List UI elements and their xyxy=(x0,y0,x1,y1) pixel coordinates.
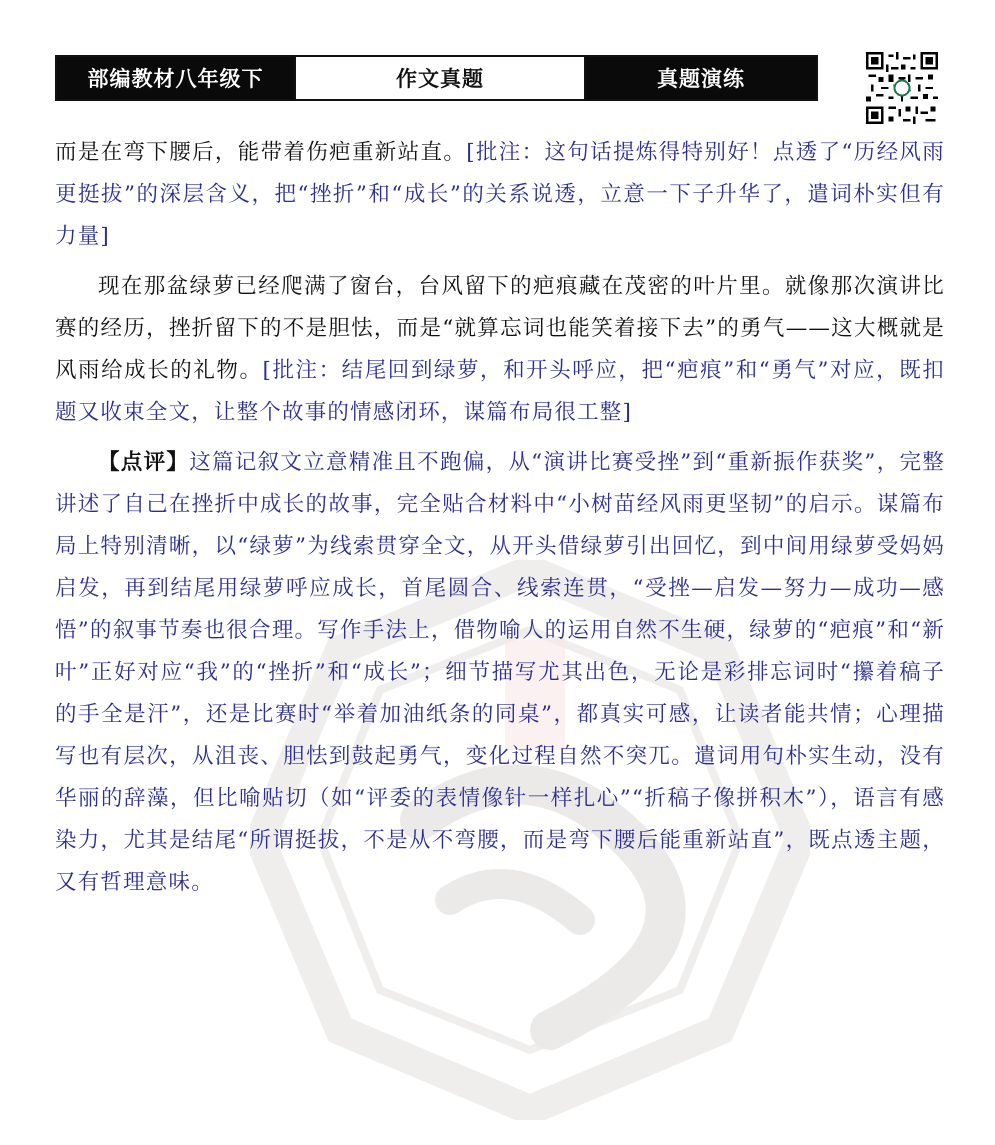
paragraph-1-annotation: [批注：这句话提炼得特别好！点透了“历经风雨更挺拔”的深层含义，把“挫折”和“成长”的关系说透，立意一下子升华了，遣词朴实但有力量] xyxy=(55,140,945,249)
header-title: 作文真题 xyxy=(294,57,586,99)
paragraph-1 xyxy=(55,132,945,258)
review-text: 这篇记叙文立意精准且不跑偏，从“演讲比赛受挫”到“重新振作获奖”，完整讲述了自己在挫折中成长的故事，完全贴合材料中“小树苗经风雨更坚韧”的启示。谋篇布局上特别清晰，以“绿萝”为线索贯穿全文，从开头借绿萝引出回忆，到中间用绿萝受妈妈启发，再到结尾用绿萝呼应成长，首尾圆合、线索连贯，“受挫—启发—努力—成功—感悟”的叙事节奏也很合理。写作手法上，借物喻人的运用自然不生硬，绿萝的“疤痕”和“新叶”正好对应“我”的“挫折”和“成长”；细节描写尤其出色，无论是彩排忘词时“攥着稿子的手全是汗”，还是比赛时“举着加油纸条的同桌”，都真实可感，让读者能共情；心理描写也有层次，从沮丧、胆怯到鼓起勇气，变化过程自然不突兀。遣词用句朴实生动，没有华丽的辞藻，但比喻贴切（如“评委的表情像针一样扎心”“折稿子像拼积木”），语言有感染力，尤其是结尾“所谓挺拔，不是从不弯腰，而是弯下腰后能重新站直”，既点透主题，又有哲理意味。 xyxy=(55,450,945,895)
review-paragraph xyxy=(55,442,945,904)
review-label: 【点评】 xyxy=(98,450,190,475)
header-bar xyxy=(55,55,818,101)
header-grade: 部编教材八年级下 xyxy=(57,57,294,99)
qr-code-icon xyxy=(866,52,938,124)
article-content xyxy=(55,132,945,912)
paragraph-1-text: 而是在弯下腰后，能带着伤疤重新站直。 xyxy=(55,140,467,165)
header-practice: 真题演练 xyxy=(586,57,816,99)
paragraph-2 xyxy=(55,266,945,434)
paragraph-2-annotation: [批注：结尾回到绿萝，和开头呼应，把“疤痕”和“勇气”对应，既扣题又收束全文，让整个故事的情感闭环，谋篇布局很工整] xyxy=(55,358,945,425)
paragraph-2-text: 现在那盆绿萝已经爬满了窗台，台风留下的疤痕藏在茂密的叶片里。就像那次演讲比赛的经历，挫折留下的不是胆怯，而是“就算忘词也能笑着接下去”的勇气——这大概就是风雨给成长的礼物。 xyxy=(55,274,945,383)
